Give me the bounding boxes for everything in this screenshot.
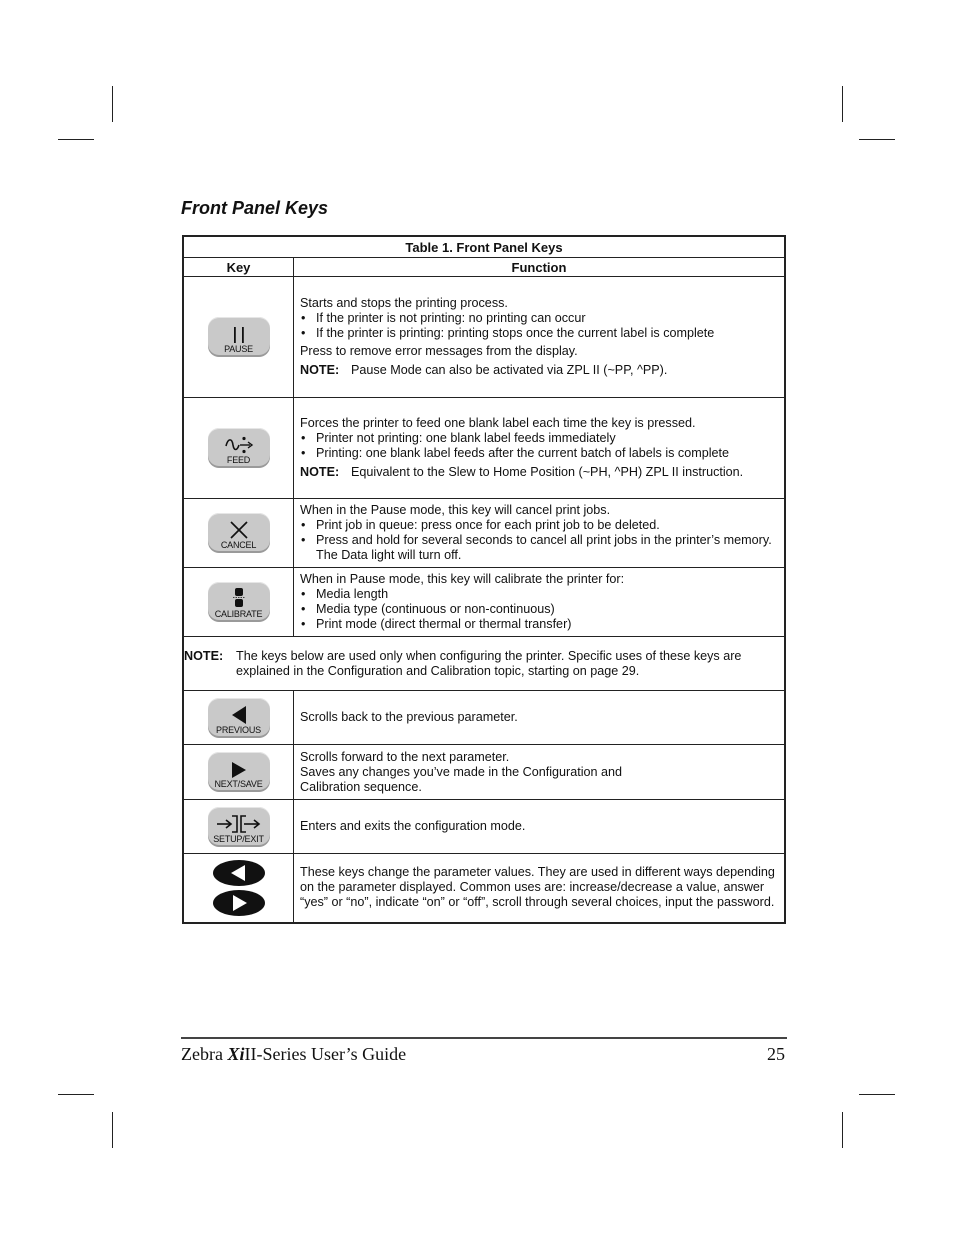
pause-note	[300, 363, 776, 378]
left-arrow-key-icon	[212, 859, 266, 887]
function-text: Scrolls back to the previous parameter.	[300, 710, 518, 724]
arrow-keys	[212, 859, 266, 917]
function-text: Starts and stops the printing process.	[300, 296, 508, 310]
note-label: NOTE:	[300, 465, 340, 479]
config-note	[184, 649, 784, 679]
bullet-item: • Print job in queue: press once for each print job to be deleted.	[300, 518, 776, 533]
arrow-keys-function	[294, 854, 786, 923]
column-header-key: Key	[183, 258, 294, 277]
previous-key	[208, 698, 270, 738]
feed-icon	[224, 436, 254, 454]
bullet-item: • Printing: one blank label feeds after the current batch of labels is complete	[300, 446, 776, 461]
feed-function	[294, 398, 786, 499]
bullet-item: • Printer not printing: one blank label feeds immediately	[300, 431, 776, 446]
crop-mark	[859, 1094, 895, 1095]
table-row-config-note	[183, 637, 785, 691]
feed-note	[300, 465, 776, 480]
function-text: When in the Pause mode, this key will cancel print jobs.	[300, 503, 611, 517]
next-save-function	[294, 745, 786, 800]
calibrate-function	[294, 568, 786, 637]
crop-mark	[58, 1094, 94, 1095]
footer-guide-title	[181, 1044, 406, 1065]
bullet-item: • Media type (continuous or non-continuous)	[300, 602, 776, 617]
section-title: Front Panel Keys	[181, 198, 329, 218]
calibrate-key	[208, 582, 270, 622]
note-text: Equivalent to the Slew to Home Position (~PH, ^PH) ZPL II instruction.	[351, 465, 744, 479]
next-save-key	[208, 752, 270, 792]
function-text: Press to remove error messages from the display.	[300, 344, 578, 358]
calibrate-icon	[232, 588, 246, 608]
pause-function	[294, 277, 786, 398]
footer-rule	[181, 1037, 787, 1039]
function-text: When in Pause mode, this key will calibrate the printer for:	[300, 572, 625, 586]
table-caption: Table 1. Front Panel Keys	[183, 236, 785, 258]
crop-mark	[112, 1112, 113, 1148]
table-row-pause	[183, 277, 785, 398]
function-text: Enters and exits the configuration mode.	[300, 819, 526, 833]
note-label: NOTE:	[300, 363, 340, 377]
table-row-cancel	[183, 499, 785, 568]
note-text: The keys below are used only when configuring the printer. Specific uses of these keys are explained in the Configuration and Calibration topic, starting on page 29.	[236, 648, 742, 678]
function-text: Forces the printer to feed one blank label each time the key is pressed.	[300, 416, 696, 430]
page-number: 25	[767, 1044, 785, 1064]
function-text: Saves any changes you’ve made in the Configuration and Calibration sequence.	[300, 764, 623, 794]
pause-key-label: PAUSE	[224, 344, 253, 354]
table-row-feed	[183, 398, 785, 499]
front-panel-keys-table	[182, 235, 786, 924]
right-arrow-key-icon	[212, 889, 266, 917]
cancel-key-label: CANCEL	[220, 540, 257, 550]
table-row-previous	[183, 691, 785, 745]
calibrate-key-label: CALIBRATE	[214, 609, 263, 619]
previous-function	[294, 691, 786, 745]
bullet-item: • Press and hold for several seconds to cancel all print jobs in the printer’s memory. The Data light will turn off.	[300, 533, 776, 563]
cancel-key	[208, 513, 270, 553]
crop-mark	[842, 1112, 843, 1148]
table-row-calibrate	[183, 568, 785, 637]
table-row-next-save	[183, 745, 785, 800]
footer-model: Xi	[227, 1044, 245, 1064]
pause-key	[208, 317, 270, 357]
column-header-function: Function	[294, 258, 786, 277]
footer-brand: Zebra	[181, 1044, 228, 1064]
close-icon	[229, 521, 249, 539]
function-text: These keys change the parameter values. They are used in different ways depending on the parameter displayed. Common uses are: increase/decrease a value, answer “yes” or “no”, indicate “on” or “off”, scroll through several choices, input the password.	[300, 865, 775, 910]
arrow-right-icon	[231, 762, 247, 778]
setup-exit-key	[208, 807, 270, 847]
note-text: Pause Mode can also be activated via ZPL II (~PP, ^PP).	[351, 363, 668, 377]
crop-mark	[859, 139, 895, 140]
table-row-setup-exit	[183, 800, 785, 854]
setup-exit-function	[294, 800, 786, 854]
bullet-item: • Print mode (direct thermal or thermal transfer)	[300, 617, 776, 632]
feed-key-label: FEED	[226, 455, 251, 465]
bullet-item: • Media length	[300, 587, 776, 602]
footer-guide-name: II-Series User’s Guide	[244, 1044, 407, 1064]
bullet-item: • If the printer is printing: printing stops once the current label is complete	[300, 326, 776, 341]
function-text: Scrolls forward to the next parameter.	[300, 749, 510, 764]
setup-exit-icon	[216, 815, 262, 833]
setup-exit-key-label: SETUP/EXIT	[213, 833, 264, 844]
crop-mark	[112, 86, 113, 122]
crop-mark	[58, 139, 94, 140]
note-label: NOTE:	[184, 648, 224, 663]
previous-key-label: PREVIOUS	[216, 724, 261, 735]
crop-mark	[842, 86, 843, 122]
pause-icon	[232, 327, 246, 343]
next-save-key-label: NEXT/SAVE	[214, 779, 263, 789]
cancel-function	[294, 499, 786, 568]
table-row-arrow-keys	[183, 854, 785, 923]
feed-key	[208, 428, 270, 468]
bullet-item: • If the printer is not printing: no printing can occur	[300, 311, 776, 326]
arrow-left-icon	[231, 706, 247, 724]
